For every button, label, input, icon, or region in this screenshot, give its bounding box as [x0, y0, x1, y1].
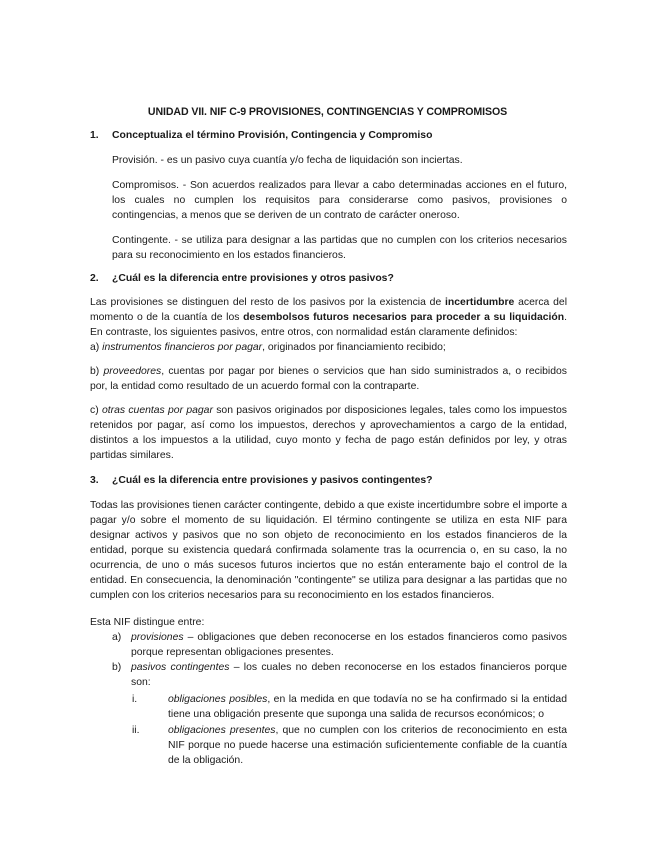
q3-item-a-term: provisiones	[131, 632, 184, 643]
q3-intro: Esta NIF distingue entre:	[90, 617, 205, 628]
q3-item-b-marker: b)	[112, 662, 122, 673]
q1-compromisos-definition: Compromisos. - Son acuerdos realizados para llevar a cabo determinadas acciones en el futuro, los cuales no cumplen los requisitos para considerarse como pasivos, provisiones o contingencias, a menos que se deriven de un contrato de carácter oneroso.	[112, 180, 567, 221]
q3-subitem-i-term: obligaciones posibles	[168, 694, 268, 705]
q2-text-2: acerca del momento o de la cuantía de los	[90, 297, 568, 323]
q2-item-c	[90, 403, 567, 463]
q3-subitem-ii-term: obligaciones presentes	[168, 725, 276, 736]
q3-item-a-text: – obligaciones que deben reconocerse en los estados financieros como pasivos porque representan obligaciones presentes.	[131, 632, 567, 658]
q2-item-c-text: son pasivos originados por disposiciones legales, tales como los impuestos retenidos por pagar, así como los impuestos, derechos y aprovechamientos a cargo de la entidad, distintos a los impuestos a la utilidad, cuyo monto y fecha de pago están definidos por ley, y otras partidas similares.	[90, 405, 567, 461]
q3-item-a-marker: a)	[112, 632, 122, 643]
q2-item-c-label: c)	[90, 405, 102, 416]
q2-heading-text: ¿Cuál es la diferencia entre provisiones y otros pasivos?	[112, 273, 394, 284]
q2-item-b-text: , cuentas por pagar por bienes o servicios que han sido suministrados a, o recibidos por, la entidad como resultado de un acuerdo formal con la contraparte.	[90, 366, 567, 392]
q3-item-a	[131, 630, 567, 660]
q3-heading-text: ¿Cuál es la diferencia entre provisiones y pasivos contingentes?	[112, 475, 433, 486]
q2-heading	[90, 271, 570, 286]
q2-item-b-label: b)	[90, 366, 104, 377]
q2-paragraph	[90, 295, 567, 340]
q3-item-b	[131, 660, 567, 690]
q3-subitem-i-marker: i.	[132, 694, 138, 705]
q2-item-c-term: otras cuentas por pagar	[101, 405, 213, 416]
q3-subitem-ii-marker: ii.	[132, 725, 140, 736]
q2-number: 2.	[90, 273, 99, 284]
q1-heading	[90, 128, 570, 143]
q3-item-b-term: pasivos contingentes	[131, 662, 230, 673]
q3-heading	[90, 473, 570, 488]
q2-text-1: Las provisiones se distinguen del resto de los pasivos por la existencia de	[90, 297, 446, 308]
q2-item-a-text: , originados por financiamiento recibido;	[262, 342, 446, 353]
document-title: UNIDAD VII. NIF C-9 PROVISIONES, CONTINGENCIAS Y COMPROMISOS	[147, 106, 508, 118]
q2-item-a	[90, 340, 567, 355]
q2-item-b-term: proveedores	[103, 366, 162, 377]
q2-item-b	[90, 364, 567, 394]
q1-number: 1.	[90, 130, 99, 141]
q3-subitem-ii	[168, 723, 567, 768]
q3-item-b-text: – los cuales no deben reconocerse en los estados financieros porque son:	[131, 662, 567, 688]
q2-highlight-incertidumbre: incertidumbre	[445, 297, 515, 308]
q3-subitem-i-text: , en la medida en que todavía no se ha confirmado si la entidad tiene una obligación presente que suponga una salida de recursos económicos; o	[168, 694, 567, 720]
q3-paragraph: Todas las provisiones tienen carácter contingente, debido a que existe incertidumbre sobre el importe a pagar y/o sobre el momento de su liquidación. El término contingente se utiliza en esta NIF para designar activos y pasivos que no son objeto de reconocimiento en los estados financieros de la entidad, porque su existencia quedará confirmada solamente tras la ocurrencia o, en su caso, la no ocurrencia, de uno o más sucesos futuros inciertos que no están enteramente bajo el control de la entidad. En consecuencia, la denominación "contingente" se utiliza para designar a las partidas que no cumplen con los criterios necesarios para su reconocimiento en los estados financieros.	[90, 500, 567, 601]
q1-heading-text: Conceptualiza el término Provisión, Contingencia y Compromiso	[112, 130, 433, 141]
q2-text-3: . En contraste, los siguientes pasivos, entre otros, con normalidad están claramente definidos:	[90, 312, 567, 338]
q1-contingente-definition: Contingente. - se utiliza para designar a las partidas que no cumplen con los criterios necesarios para su reconocimiento en los estados financieros.	[112, 235, 567, 261]
q2-item-a-term: instrumentos financieros por pagar	[102, 342, 263, 353]
q3-number: 3.	[90, 475, 99, 486]
q2-item-a-label: a)	[90, 342, 103, 353]
q2-highlight-desembolsos: desembolsos futuros necesarios para proceder a su liquidación	[243, 312, 565, 323]
q1-provision-definition: Provisión. - es un pasivo cuya cuantía y/o fecha de liquidación son inciertas.	[112, 155, 463, 166]
q3-subitem-ii-text: , que no cumplen con los criterios de reconocimiento en esta NIF porque no puede hacerse una estimación suficientemente confiable de la cuantía de la obligación.	[168, 725, 567, 766]
q3-subitem-i	[168, 692, 567, 722]
